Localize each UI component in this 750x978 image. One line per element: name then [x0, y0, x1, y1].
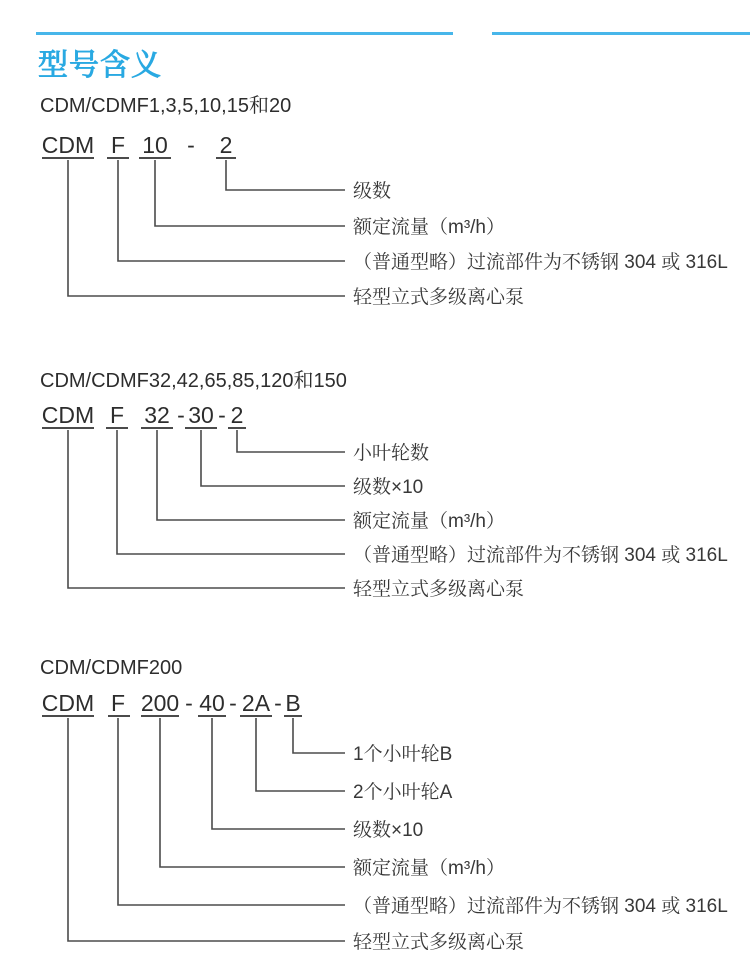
- code-separator: -: [218, 402, 226, 428]
- connector-line: [226, 160, 345, 190]
- meaning-label: 轻型立式多级离心泵: [353, 287, 525, 308]
- meaning-label: 级数×10: [353, 820, 424, 841]
- code-part-pump-type: CDM: [41, 402, 95, 428]
- connector-line: [201, 430, 345, 486]
- meaning-label: （普通型略）过流部件为不锈钢 304 或 316L: [353, 252, 728, 273]
- model-diagram-large-series: [0, 645, 750, 960]
- meaning-label: 轻型立式多级离心泵: [353, 579, 525, 600]
- series-heading: CDM/CDMF32,42,65,85,120和150: [40, 370, 347, 392]
- meaning-label: 轻型立式多级离心泵: [353, 932, 525, 953]
- meaning-label: 小叶轮数: [353, 443, 430, 464]
- meaning-label: （普通型略）过流部件为不锈钢 304 或 316L: [353, 896, 728, 917]
- connector-line: [68, 160, 345, 296]
- code-part-flow: 200: [140, 690, 180, 716]
- code-separator: -: [229, 690, 237, 716]
- code-part-impeller-a: 2A: [241, 690, 271, 716]
- code-part-impeller-b: B: [285, 690, 301, 716]
- code-part-flow: 32: [144, 402, 170, 428]
- meaning-label: 额定流量（m³/h）: [353, 217, 506, 238]
- code-part-small-impellers: 2: [230, 402, 244, 428]
- connector-line: [118, 160, 345, 261]
- connector-line: [155, 160, 345, 226]
- code-separator: -: [274, 690, 282, 716]
- code-part-pump-type: CDM: [41, 690, 95, 716]
- code-part-material: F: [110, 132, 126, 158]
- meaning-label: 级数: [353, 181, 392, 202]
- top-rule-right: [492, 32, 750, 35]
- connector-line: [118, 718, 345, 905]
- connector-line: [237, 430, 345, 452]
- model-diagram-small-series: [0, 85, 750, 330]
- connector-line: [68, 430, 345, 588]
- code-separator: -: [185, 690, 193, 716]
- series-heading: CDM/CDMF1,3,5,10,15和20: [40, 95, 292, 117]
- top-rule-left: [36, 32, 453, 35]
- connector-line: [256, 718, 345, 791]
- code-separator: -: [187, 132, 195, 158]
- code-part-pump-type: CDM: [41, 132, 95, 158]
- page-title: 型号含义: [38, 49, 162, 82]
- meaning-label: 1个小叶轮B: [353, 744, 453, 765]
- connector-line: [293, 718, 345, 753]
- code-part-stages: 30: [188, 402, 214, 428]
- code-part-material: F: [109, 402, 125, 428]
- connector-line: [160, 718, 345, 867]
- code-part-stages: 40: [199, 690, 225, 716]
- model-diagram-mid-series: [0, 360, 750, 615]
- meaning-label: 额定流量（m³/h）: [353, 858, 506, 879]
- meaning-label: （普通型略）过流部件为不锈钢 304 或 316L: [353, 545, 728, 566]
- code-part-material: F: [110, 690, 126, 716]
- code-part-flow: 10: [142, 132, 168, 158]
- code-separator: -: [177, 402, 185, 428]
- connector-line: [157, 430, 345, 520]
- meaning-label: 额定流量（m³/h）: [353, 511, 506, 532]
- connector-line: [212, 718, 345, 829]
- connector-line: [117, 430, 345, 554]
- meaning-label: 级数×10: [353, 477, 424, 498]
- meaning-label: 2个小叶轮A: [353, 782, 453, 803]
- code-part-stages: 2: [219, 132, 233, 158]
- series-heading: CDM/CDMF200: [40, 657, 183, 679]
